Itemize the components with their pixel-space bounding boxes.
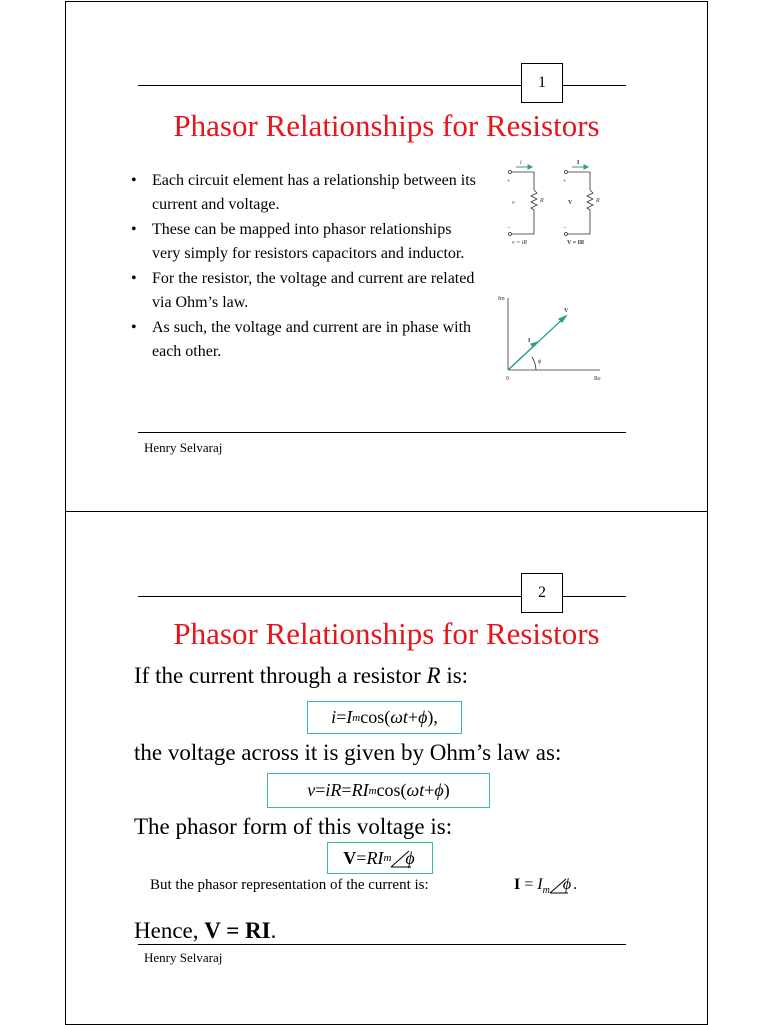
bullet-list: [131, 169, 476, 365]
slide-title: Phasor Relationships for Resistors: [173, 616, 600, 651]
resistor-variable: R: [426, 663, 441, 688]
bottom-rule: [138, 944, 626, 945]
current-equation-box: i = I m cos( ωt + ϕ ),: [307, 701, 462, 734]
resistor-label-left: R: [540, 198, 544, 204]
slide-title: Phasor Relationships for Resistors: [173, 108, 600, 143]
slide-number: 1: [521, 63, 563, 103]
x-axis-label: Re: [594, 376, 601, 382]
current-phasor-equation: $I = I_m$ ϕ .: [514, 876, 578, 897]
author-footer: Henry Selvaraj: [144, 950, 223, 965]
current-intro-text: If the current through a resistor R is:: [134, 663, 469, 688]
origin-label: 0: [506, 376, 509, 382]
slide-number: 2: [521, 573, 563, 613]
current-phasor-text: But the phasor representation of the current is:: [150, 877, 429, 893]
slide-1: [65, 1, 708, 513]
phasor-diagram: [496, 292, 606, 384]
ohms-law-text: the voltage across it is given by Ohm’s law as:: [134, 740, 562, 765]
voltage-label-left: v: [512, 200, 515, 206]
voltage-equation-box: v = i R = RI m cos( ωt + ϕ ): [267, 773, 490, 808]
voltage-label-right: V: [568, 200, 573, 206]
current-label-right: I: [577, 160, 580, 166]
phasor-form-text: The phasor form of this voltage is:: [134, 814, 453, 839]
plus-sign-right: +: [563, 179, 567, 185]
bottom-rule: [138, 432, 626, 433]
author-footer: Henry Selvaraj: [144, 440, 223, 455]
phase-angle-label: ϕ: [538, 359, 542, 365]
angle-icon: [389, 849, 413, 869]
angle-icon: [548, 877, 570, 895]
resistor-label-right: R: [596, 198, 600, 204]
phasor-voltage-equation-box: V = RI m ϕ: [327, 842, 433, 874]
conclusion-text: Hence, V = RI.: [134, 918, 277, 943]
minus-sign-right: −: [563, 225, 567, 231]
bullet-item: • As such, the voltage and current are in phase with each other.: [131, 316, 476, 364]
voltage-vector-label: V: [564, 308, 569, 314]
bullet-item: • For the resistor, the voltage and current are related via Ohm’s law.: [131, 267, 476, 315]
bullet-item: • Each circuit element has a relationship between its current and voltage.: [131, 169, 476, 217]
current-vector-label: I: [528, 338, 531, 344]
minus-sign-left: −: [507, 225, 511, 231]
y-axis-label: Im: [498, 296, 505, 302]
resistor-circuit-figure: [504, 160, 614, 248]
current-label-left: i: [520, 160, 522, 166]
bullet-item: • These can be mapped into phasor relationships very simply for resistors capacitors and inductor.: [131, 218, 476, 266]
caption-right: V = IR: [567, 240, 585, 246]
caption-left: v = iR: [512, 240, 528, 246]
slide-2: [65, 511, 708, 1025]
plus-sign-left: +: [507, 179, 511, 185]
